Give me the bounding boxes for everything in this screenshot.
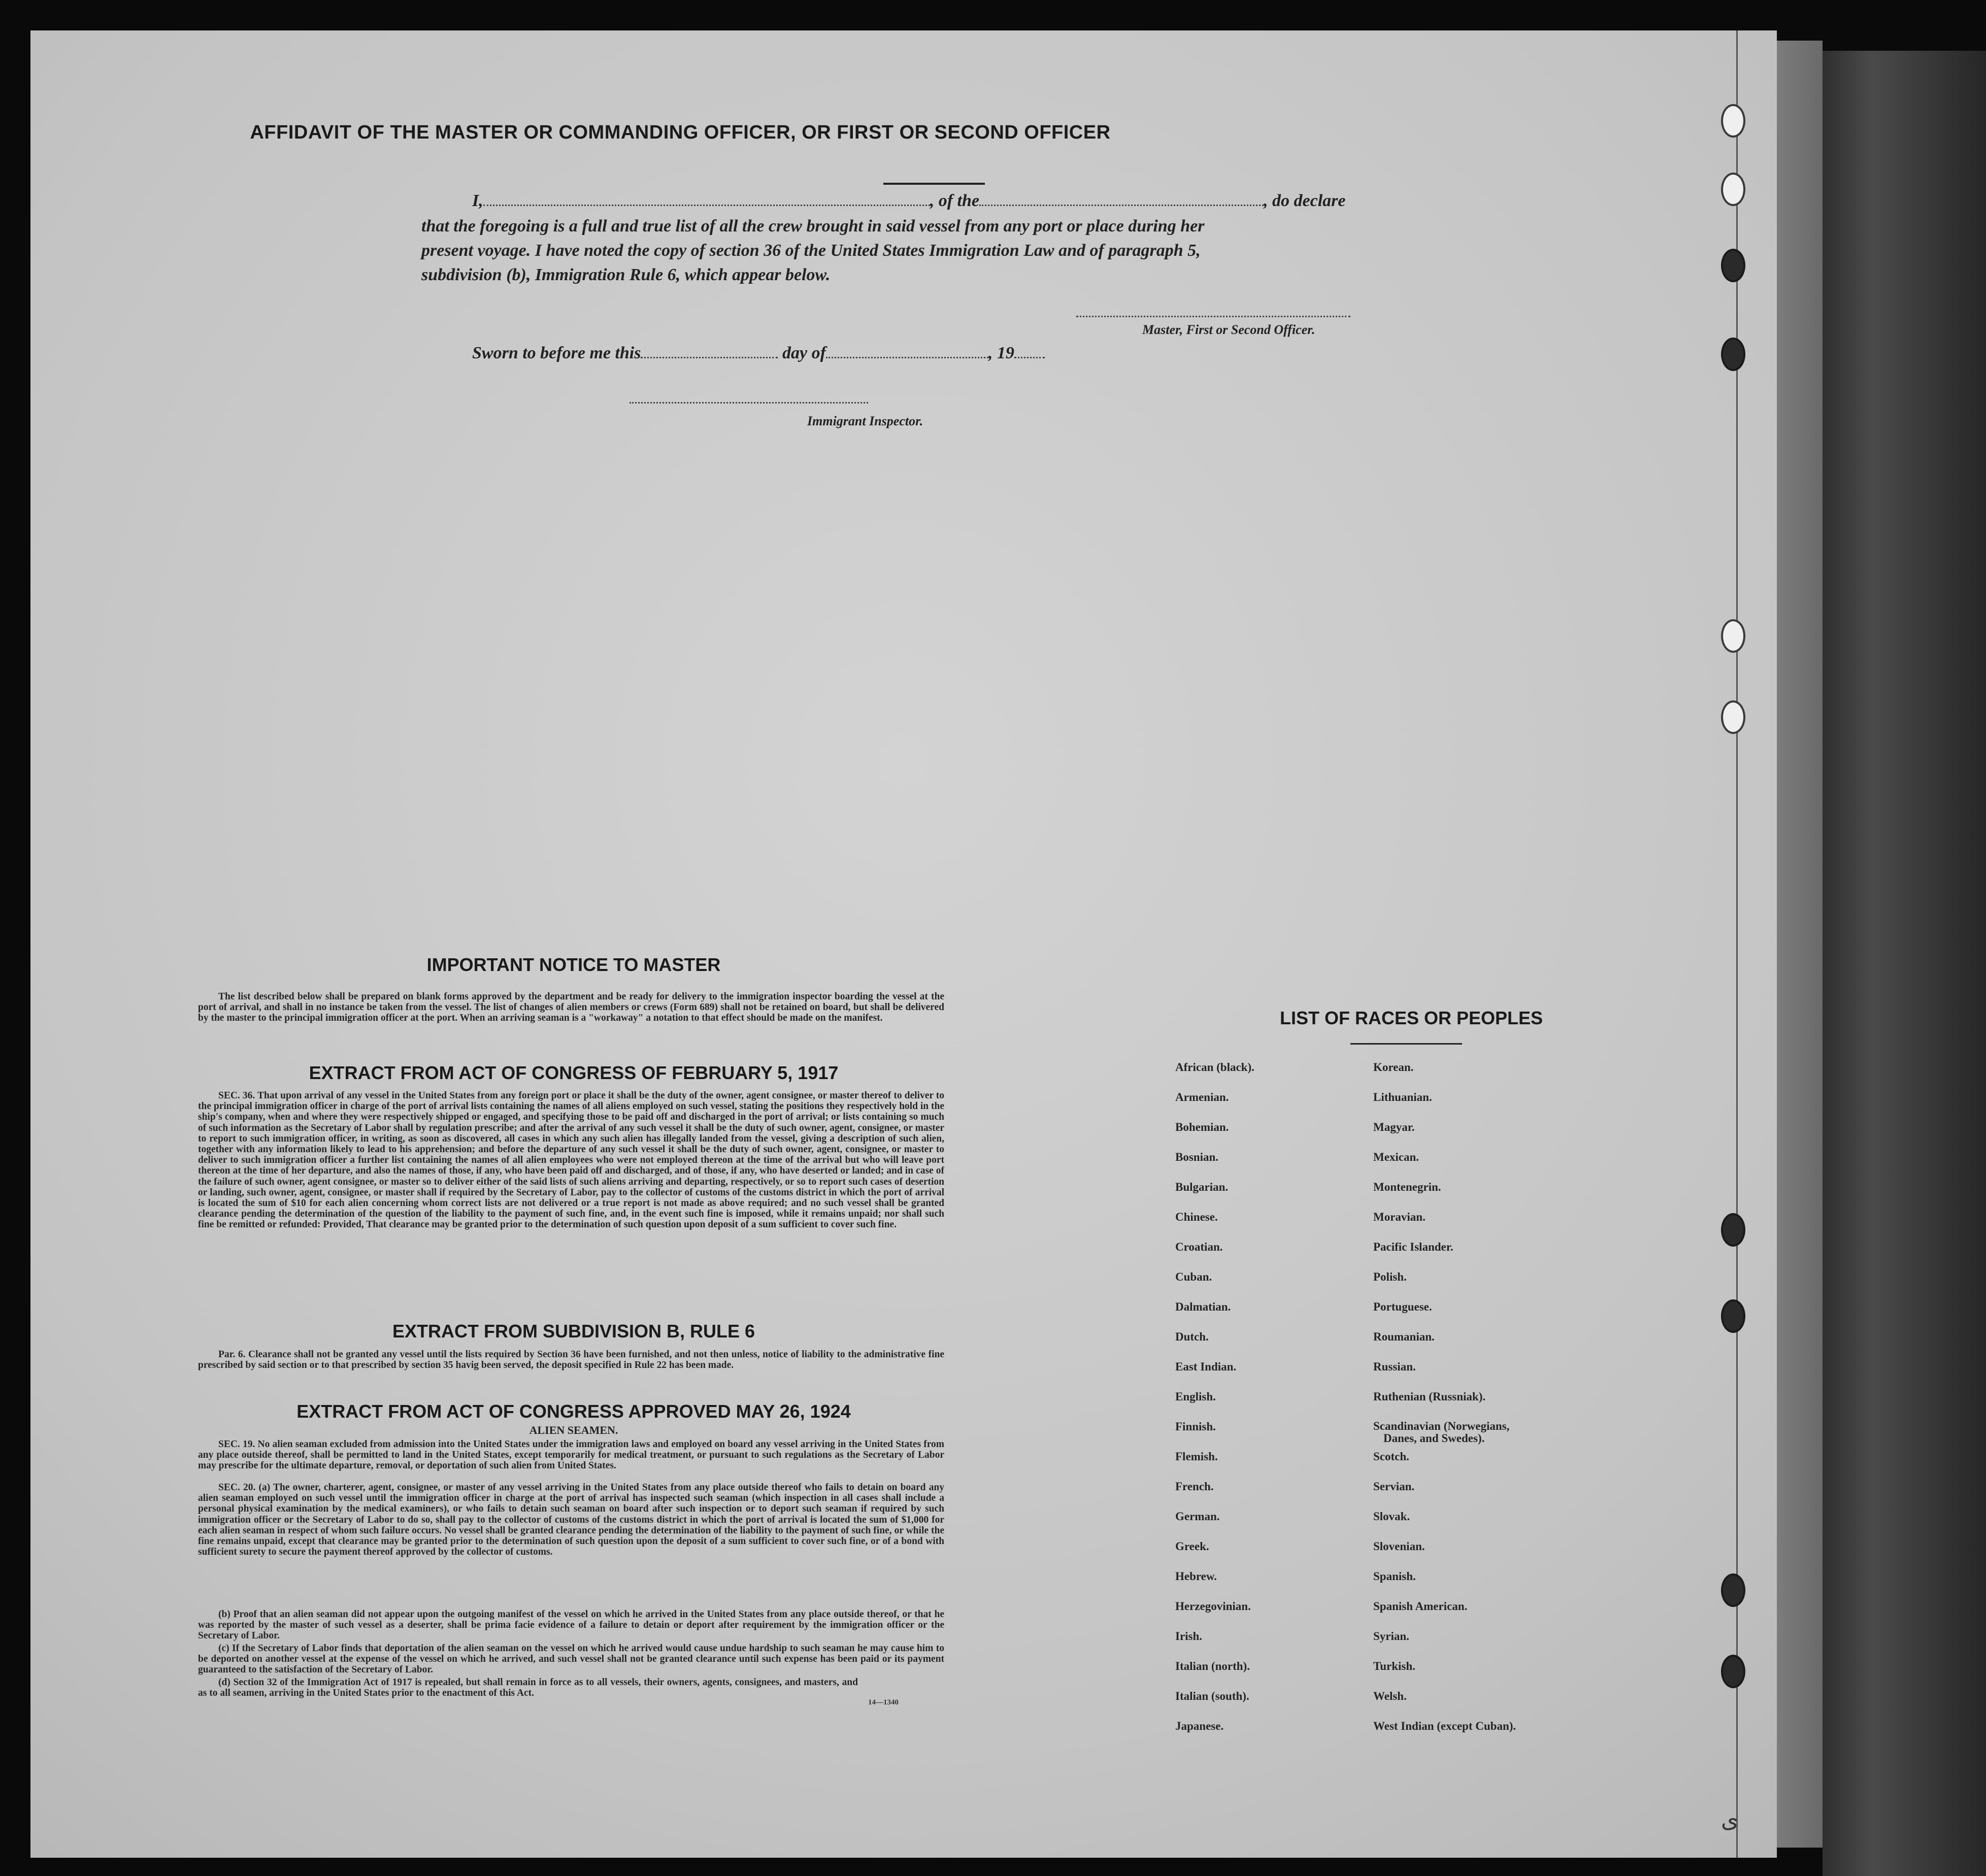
race-item: Portuguese. [1373,1300,1432,1313]
extract-rule6-heading: EXTRACT FROM SUBDIVISION B, RULE 6 [392,1321,755,1342]
race-item: Irish. [1175,1630,1203,1643]
race-item: Polish. [1373,1270,1407,1283]
race-item: Spanish American. [1373,1600,1468,1613]
punch-hole-icon [1721,338,1745,371]
races-heading: LIST OF RACES OR PEOPLES [1279,1008,1543,1028]
notice-heading: IMPORTANT NOTICE TO MASTER [426,954,721,975]
race-item: Korean. [1373,1061,1414,1074]
inspector-signature-label: Immigrant Inspector. [807,414,923,428]
declarant-name-field[interactable] [483,200,930,206]
extract-1917-body: SEC. 36. That upon arrival of any vessel in the United States from any foreign port or place it shall be the duty of the owner, agent consignee, or master thereof to deliver to the principal immigration officer in charge of the port of arrival lists containing the names of all aliens employed on such vessel, stating the positions they respectively hold in the ship's company, when and where they were respectively shipped or engaged, and specifying those to be paid off and discharged in the port of arrival; or lists containing so much of such information as the Secretary of Labor shall by regulation prescribe; and after the arrival of any such vessel it shall be the duty of such owner, agent, consignee, or master to report to such immigration officer, in writing, as soon as discovered, all cases in which any such alien has illegally landed from the vessel, giving a description of such alien, together with any information likely to lead to his apprehension; and before the departure of any such vessel it shall be the duty of such owner, agent, consignee, or master to deliver to such immigration officer a further list containing the names of all alien employees who were not employed thereon at the time of the arrival but who will leave port thereon at the time of her departure, and also the names of those, if any, who have been paid off and discharged, and of those, if any, who have deserted or landed; and in case of the failure of such owner, agent consignee, or master so to deliver either of the said lists of such aliens arriving and departing, respectively, or so to report such cases of desertion or landing, such owner, agent, consignee, or master shall if required by the Secretary of Labor, pay to the collector of customs of the customs district in which the port of arrival is located the sum of $10 for each alien concerning whom correct lists are not delivered or a true report is not made as above required; and no such vessel shall be granted clearance pending the determination of the question of the liability to the payment of such fine, and, in the event such fine is imposed, while it remains unpaid; nor shall such fine be remitted or refunded: Provided, That clearance may be granted prior to the determination of such question upon deposit of a sum sufficient to cover such fine. [198,1090,944,1230]
race-item: Spanish. [1373,1570,1416,1583]
extract-1924-sec20b: (b) Proof that an alien seaman did not appear upon the outgoing manifest of the vessel on which he arrived in the United States from any place outside thereof, or that he was reported by the master of such vessel as a deserter, shall be prima facie evidence of a failure to detain or deport after requirement by the immigration officer or the Secretary of Labor. [198,1609,944,1642]
sworn-year-field[interactable] [1014,353,1045,358]
race-item: Montenegrin. [1373,1181,1441,1193]
document-page [30,30,1777,1858]
do-declare-label: , do declare [1264,191,1346,210]
race-item: Cuban. [1175,1270,1212,1283]
race-item: Armenian. [1175,1091,1229,1103]
race-item: Bosnian. [1175,1151,1219,1163]
race-item: Croatian. [1175,1241,1223,1253]
race-item: French. [1175,1480,1214,1493]
binder-strip [1823,51,1986,1876]
of-the-label: , of the [930,191,980,210]
extract-1924-subheading: ALIEN SEAMEN. [529,1424,618,1436]
race-item: Bulgarian. [1175,1181,1229,1193]
race-item: Mexican. [1373,1151,1419,1163]
race-item: Dutch. [1175,1330,1209,1343]
race-item: Finnish. [1175,1420,1216,1433]
race-item: Slovak. [1373,1510,1410,1523]
race-item: Turkish. [1373,1660,1415,1672]
race-item-line: Danes, and Swedes). [1383,1432,1485,1445]
race-item: Roumanian. [1373,1330,1435,1343]
race-item: East Indian. [1175,1360,1237,1373]
race-item: Chinese. [1175,1211,1218,1223]
punch-hole-icon [1721,249,1745,282]
extract-1924-heading: EXTRACT FROM ACT OF CONGRESS APPROVED MAY 26, 1924 [296,1401,851,1422]
race-item: Japanese. [1175,1720,1224,1732]
race-item: Lithuanian. [1373,1091,1432,1103]
sworn-line [472,341,1132,365]
sworn-month-field[interactable] [826,353,988,358]
declaration-line-4: subdivision (b), Immigration Rule 6, which appear below. [421,265,831,284]
race-item: Flemish. [1175,1450,1218,1463]
race-item: Syrian. [1373,1630,1409,1643]
year-prefix: , 19 [988,344,1014,362]
punch-hole-icon [1721,173,1745,206]
declarant-prefix: I, [472,191,483,210]
punch-hole-icon [1721,104,1745,138]
punch-hole-icon [1721,1573,1745,1607]
master-signature-label: Master, First or Second Officer. [1142,322,1315,337]
sworn-prefix: Sworn to before me this [472,344,641,362]
handwritten-page-mark-icon: ﻯ [1721,1807,1739,1833]
race-item: Herzegovinian. [1175,1600,1251,1613]
title-underline [883,183,985,185]
punch-hole-icon [1721,1299,1745,1333]
race-item: African (black). [1175,1061,1254,1074]
punch-hole-icon [1721,1655,1745,1688]
race-item: Dalmatian. [1175,1300,1231,1313]
race-item: Welsh. [1373,1690,1407,1702]
race-item: German. [1175,1510,1220,1523]
race-item-multiline [1373,1420,1516,1450]
sworn-day-field[interactable] [641,353,778,358]
race-item: Slovenian. [1373,1540,1425,1553]
punch-hole-icon [1721,700,1745,734]
declaration-line-1 [472,189,1487,213]
race-item: West Indian (except Cuban). [1373,1720,1516,1732]
notice-body: The list described below shall be prepared on blank forms approved by the department and be ready for delivery to the immigration inspector boarding the vessel at the port of arrival, and shall in no instance be taken from the vessel. The list of changes of alien members or crews (Form 689) shall not be retained on board, but shall be delivered by the master to the principal immigration officer at the port. When an arriving seaman is a "workaway" a notation to that effect should be made on the manifest. [198,991,944,1024]
race-item: Moravian. [1373,1211,1426,1223]
day-of-label: day of [782,344,826,362]
race-item: Italian (north). [1175,1660,1250,1672]
extract-1924-sec20a: SEC. 20. (a) The owner, charterer, agent, consignee, or master of any vessel arriving in the United States from any place outside thereof who fails to detain on board any alien seaman employed on such vessel until the immigration officer in charge at the port of arrival has inspected such seaman (which inspection in all cases shall include a personal physical examination by the medical examiners), or who fails to detain such seaman on board after such inspection or to deport such seaman if required by such immigration officer or the Secretary of Labor to do so, shall pay to the collector of customs of the customs district in which the port of arrival is located the sum of $1,000 for each alien seaman in respect of whom such failure occurs. No vessel shall be granted clearance pending the determination of the liability to the payment of such fine, or while the fine remains unpaid, except that clearance may be granted prior to the determination of such question upon the deposit of a sum sufficient to cover such fine, or of a bond with sufficient surety to secure the payment thereof approved by the collector of customs. [198,1482,944,1558]
race-item: Scotch. [1373,1450,1409,1463]
punch-hole-icon [1721,1213,1745,1247]
extract-1917-heading: EXTRACT FROM ACT OF CONGRESS OF FEBRUARY 5, 1917 [309,1062,839,1083]
race-item: Ruthenian (Russniak). [1373,1390,1486,1403]
race-item-line: Scandinavian (Norwegians, [1373,1420,1510,1432]
punch-hole-icon [1721,619,1745,653]
master-signature-line[interactable] [1076,315,1350,317]
race-item: English. [1175,1390,1216,1403]
extract-rule6-body: Par. 6. Clearance shall not be granted any vessel until the lists required by Section 36 have been furnished, and not then unless, notice of liability to the administrative fine prescribed by said section or to that prescribed by section 35 havig been served, the deposit specified in Rule 22 has been made. [198,1349,944,1371]
race-item: Russian. [1373,1360,1416,1373]
extract-1924-sec19: SEC. 19. No alien seaman excluded from admission into the United States under the immigration laws and employed on board any vessel arriving in the United States from any place outside thereof, shall be permitted to land in the United States, except temporarily for medical treatment, or pursuant to such regulations as the Secretary of Labor may prescribe for the ultimate departure, removal, or deportation of such alien from United States. [198,1439,944,1471]
extract-1924-sec20c: (c) If the Secretary of Labor finds that deportation of the alien seaman on the vessel on which he arrived would cause undue hardship to such seaman he may cause him to be deported on another vessel at the expense of the vessel on which he arrived, and such vessel shall not be granted clearance until such expense has been paid or its payment guaranteed to the satisfaction of the Secretary of Labor. [198,1643,944,1676]
declaration-line-3: present voyage. I have noted the copy of section 36 of the United States Immigration Law and of paragraph 5, [421,241,1201,260]
affidavit-title: AFFIDAVIT OF THE MASTER OR COMMANDING OFFICER, OR FIRST OR SECOND OFFICER [250,122,1111,143]
extract-1924-sec20d: (d) Section 32 of the Immigration Act of 1917 is repealed, but shall remain in force as to all vessels, their owners, agents, consignees, and masters, and as to all seamen, arriving in the United States prior to the enactment of this Act. [198,1677,858,1699]
race-item: Servian. [1373,1480,1415,1493]
race-item: Italian (south). [1175,1690,1249,1702]
race-item: Pacific Islander. [1373,1241,1453,1253]
form-number: 14—1340 [868,1698,899,1706]
race-item: Hebrew. [1175,1570,1217,1583]
vessel-name-field[interactable] [979,200,1264,206]
races-heading-underline [1350,1043,1462,1045]
race-item: Bohemian. [1175,1121,1229,1133]
races-left-column [1175,1061,1254,1750]
race-item: Magyar. [1373,1121,1415,1133]
inspector-signature-line[interactable] [630,401,868,404]
declaration-line-2: that the foregoing is a full and true list of all the crew brought in said vessel from any port or place during her [421,217,1205,236]
races-right-column [1373,1061,1516,1750]
race-item: Greek. [1175,1540,1209,1553]
